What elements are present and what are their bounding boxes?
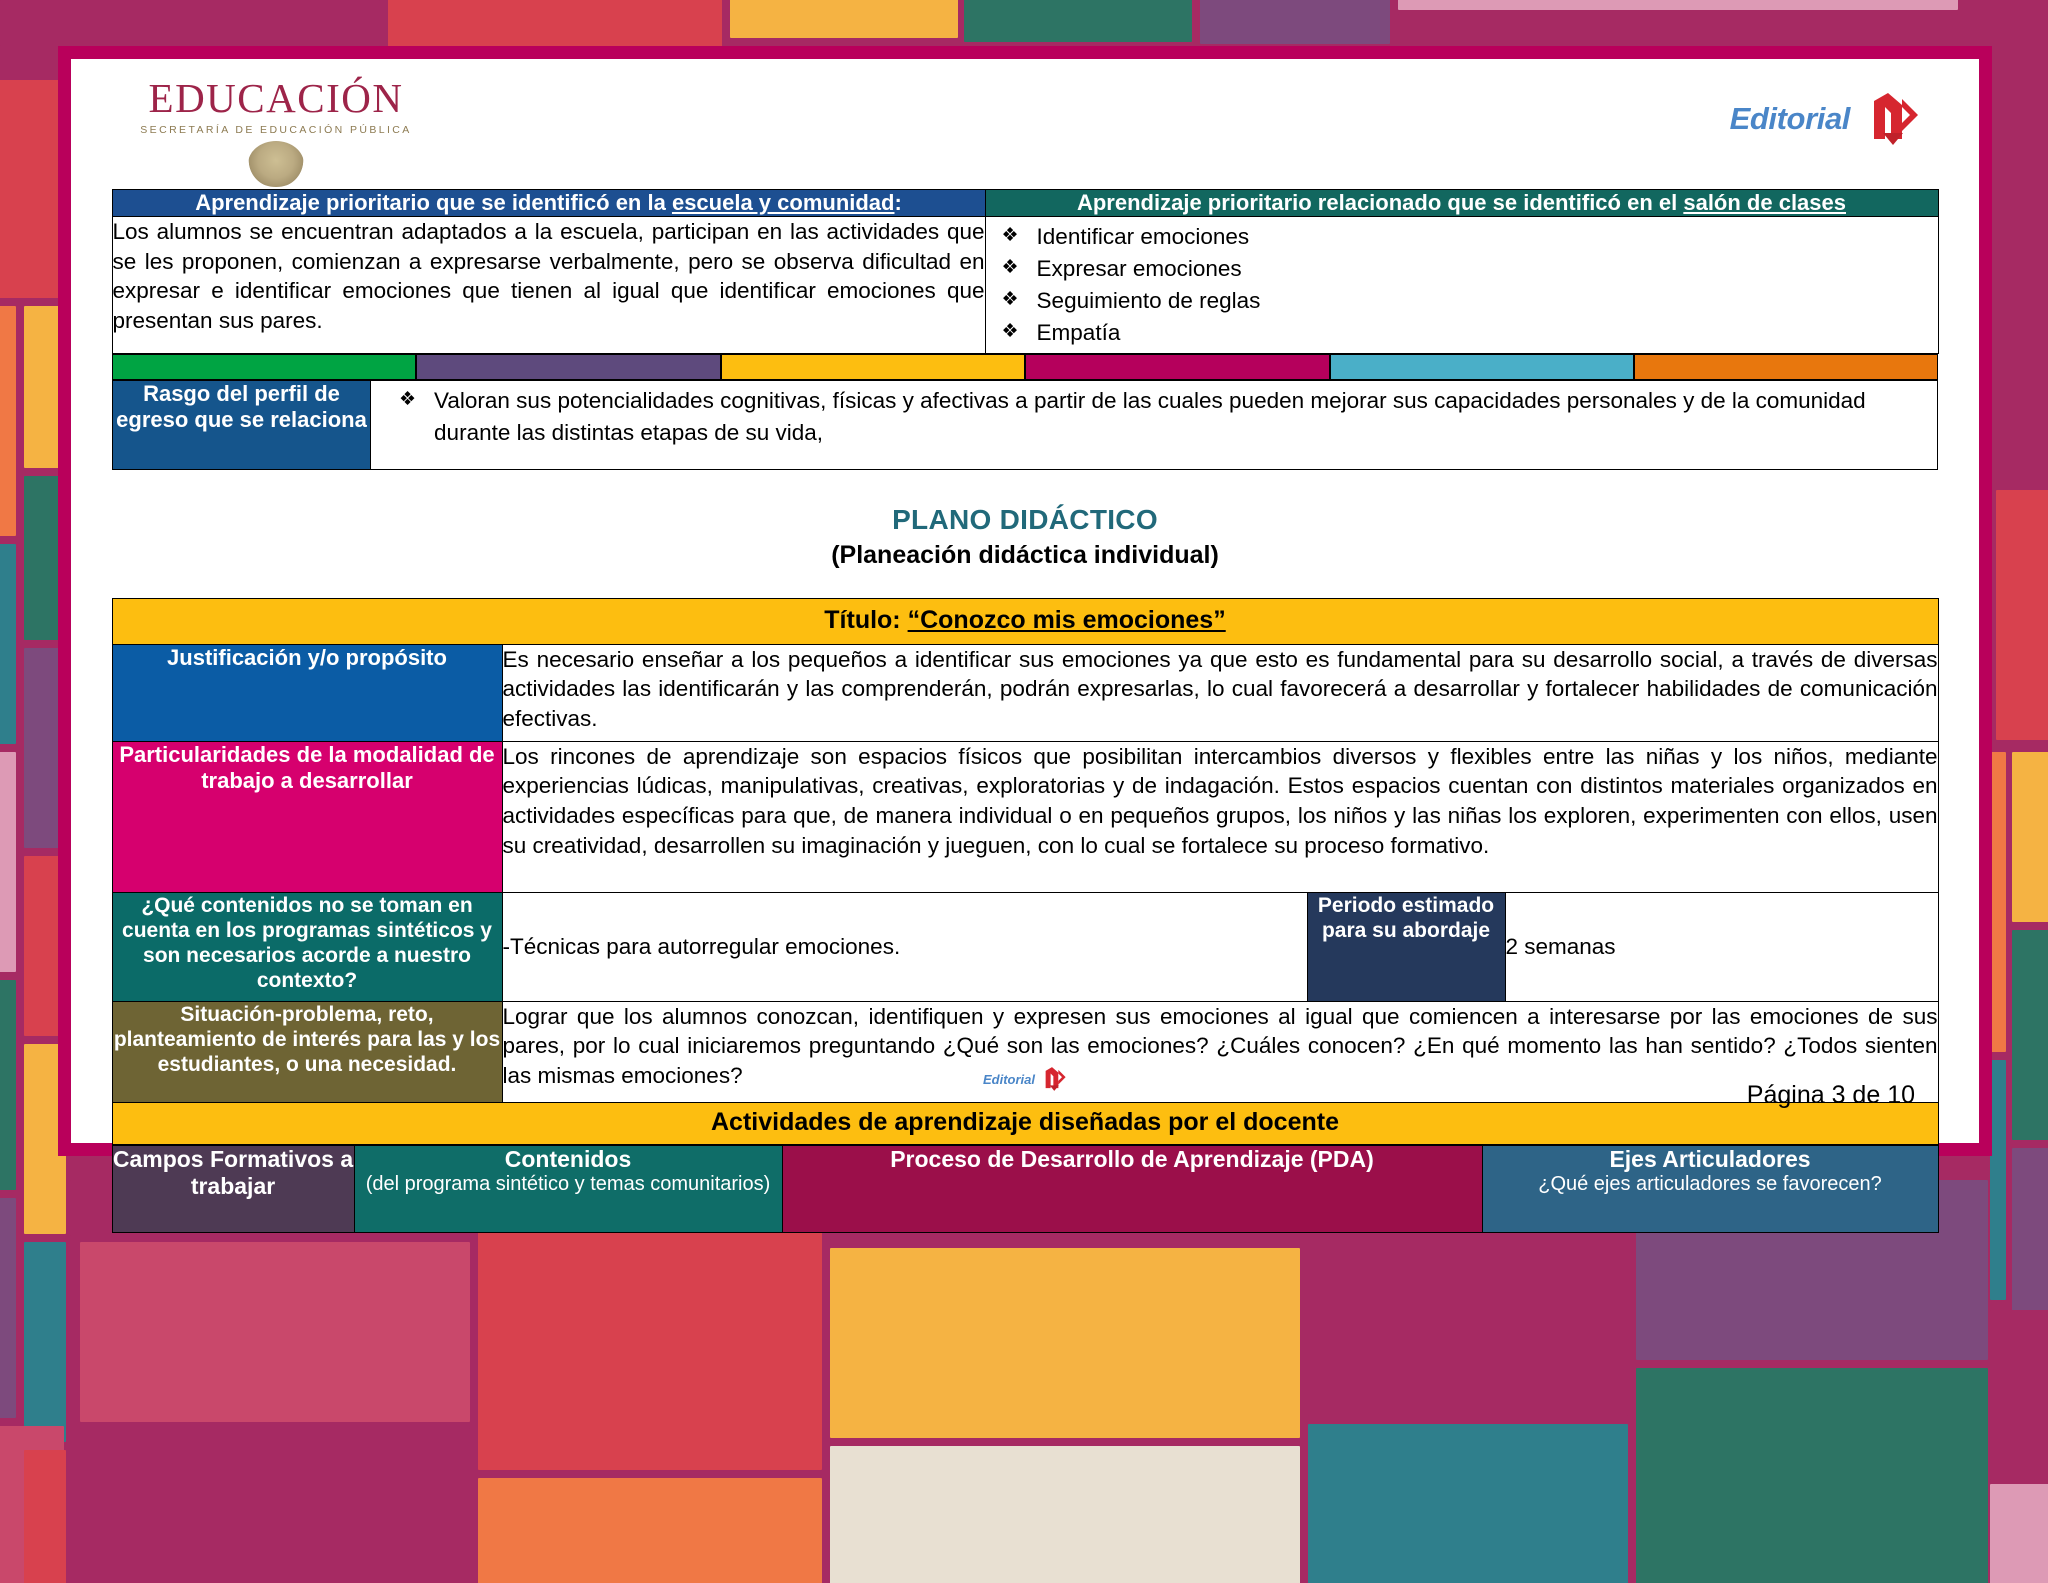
bg-tile bbox=[1308, 1424, 1628, 1583]
document-page bbox=[58, 46, 1992, 1199]
bg-tile bbox=[80, 1242, 470, 1422]
header-title: Ejes Articuladores bbox=[1609, 1145, 1811, 1172]
stripe-segment-amber bbox=[721, 354, 1025, 380]
color-stripe-bar bbox=[112, 354, 1938, 380]
bg-tile bbox=[0, 752, 16, 972]
titulo-row bbox=[112, 598, 1938, 644]
header-title: Contenidos bbox=[504, 1145, 632, 1172]
diamond-bullet-icon: ❖ bbox=[1001, 224, 1019, 246]
sep-logo bbox=[111, 77, 441, 187]
salon-de-clases-bullet-list bbox=[986, 217, 1938, 353]
diamond-bullet-icon: ❖ bbox=[1001, 320, 1019, 342]
table-row bbox=[112, 190, 1938, 217]
table-row bbox=[112, 892, 1938, 1001]
body-cell-situacion-problema: Lograr que los alumnos conozcan, identifiquen y expresen sus emociones al igual que comiencen a interesarse por las emociones de sus pares, por lo cual iniciaremos preguntando ¿Qué son las emociones? ¿Cuáles conocen? ¿En qué momento las han sentido? ¿Todos sienten las mismas emociones? bbox=[502, 1001, 1938, 1102]
mexican-coat-of-arms-seal-icon bbox=[248, 141, 304, 187]
bg-tile bbox=[1990, 752, 2006, 1052]
actividades-bar: Actividades de aprendizaje diseñadas por el docente bbox=[112, 1102, 1938, 1144]
label-cell-situacion-problema: Situación-problema, reto, planteamiento de interés para las y los estudiantes, o una necesidad. bbox=[112, 1001, 502, 1102]
list-item-label: Seguimiento de reglas bbox=[1036, 287, 1261, 313]
header-note: (del programa sintético y temas comunitarios) bbox=[365, 1172, 771, 1195]
diamond-bullet-icon: ❖ bbox=[1001, 256, 1019, 278]
header-cell-pda bbox=[782, 1145, 1482, 1232]
header-title: Campos Formativos a trabajar bbox=[112, 1145, 354, 1199]
bg-tile bbox=[0, 544, 16, 744]
stripe-segment-green bbox=[112, 354, 416, 380]
titulo-value: “Conozco mis emociones” bbox=[907, 605, 1226, 634]
stripe-segment-cyan bbox=[1330, 354, 1634, 380]
table-row bbox=[112, 598, 1938, 644]
bg-tile bbox=[1990, 1060, 2006, 1300]
bg-tile bbox=[830, 1248, 1300, 1438]
bg-tile bbox=[0, 80, 64, 298]
bg-tile bbox=[830, 1446, 1300, 1583]
stripe-segment-orange bbox=[1634, 354, 1938, 380]
list-item-label: Expresar emociones bbox=[1036, 255, 1242, 281]
bg-tile bbox=[1990, 1484, 2048, 1583]
bg-tile bbox=[478, 1478, 822, 1583]
list-item bbox=[988, 221, 1938, 253]
label-cell-particularidades: Particularidades de la modalidad de trabajo a desarrollar bbox=[112, 741, 502, 892]
bg-tile bbox=[1996, 490, 2048, 740]
body-cell-salon-de-clases bbox=[985, 216, 1938, 353]
page-title: PLANO DIDÁCTICO bbox=[892, 503, 1158, 535]
bg-tile bbox=[1200, 0, 1390, 44]
bg-tile bbox=[0, 306, 16, 536]
table-row bbox=[112, 741, 1938, 892]
list-item-label: Empatía bbox=[1036, 319, 1121, 345]
label-cell-justificacion: Justificación y/o propósito bbox=[112, 644, 502, 741]
aprendizajes-prioritarios-table bbox=[112, 189, 1939, 354]
header-cell-contenidos bbox=[354, 1145, 782, 1232]
bg-tile bbox=[80, 1428, 470, 1583]
editorial-md-logo bbox=[1730, 93, 1921, 145]
list-item-label: Identificar emociones bbox=[1036, 223, 1250, 249]
editorial-md-logo-word: Editorial bbox=[1729, 101, 1850, 136]
bg-tile bbox=[0, 1198, 16, 1418]
sep-logo-subtitle: SECRETARÍA DE EDUCACIÓN PÚBLICA bbox=[140, 124, 412, 137]
table-row bbox=[113, 380, 1938, 469]
header-note: ¿Qué ejes articuladores se favorecen? bbox=[1538, 1172, 1882, 1195]
bg-tile bbox=[0, 980, 16, 1190]
page-number: Página 3 de 10 bbox=[1746, 1081, 1915, 1109]
body-cell-justificacion: Es necesario enseñar a los pequeños a identificar sus emociones ya que esto es fundamental para su desarrollo social, a través de diversas actividades las identificarán y las comprenderán, podrán expresarlas, lo cual favorecerá a desarrollar y fortalecer habilidades de comunicación efectivas. bbox=[502, 644, 1938, 741]
label-cell-contenidos-no-considerados: ¿Qué contenidos no se toman en cuenta en los programas sintéticos y son necesarios acorde a nuestro contexto? bbox=[112, 892, 502, 1001]
bg-tile bbox=[964, 0, 1192, 42]
table-row bbox=[112, 1145, 1938, 1232]
list-item-label: Valoran sus potencialidades cognitivas, físicas y afectivas a partir de las cuales pueden mejorar sus capacidades personales y de la comunidad durante las distintas etapas de su vida, bbox=[434, 387, 1866, 445]
stripe-segment-purple bbox=[416, 354, 720, 380]
body-cell-escuela-comunidad: Los alumnos se encuentran adaptados a la escuela, participan en las actividades que se les proponen, comienzan a expresarse verbalmente, pero se observa dificultad en expresar e identificar emociones que tienen al igual que identificar emociones que presentan sus pares. bbox=[112, 216, 985, 353]
header-cell-escuela-comunidad: Aprendizaje prioritario que se identificó en la escuela y comunidad: bbox=[112, 190, 985, 217]
bg-tile bbox=[1398, 0, 1958, 10]
table-row bbox=[112, 354, 1938, 380]
bg-tile bbox=[730, 0, 958, 38]
bg-tile bbox=[1990, 1310, 2048, 1480]
footer-editorial-md-logo bbox=[983, 1067, 1067, 1091]
list-item bbox=[385, 385, 1937, 449]
bg-tile bbox=[1636, 1368, 1988, 1583]
editorial-md-arrow-icon bbox=[1855, 93, 1921, 145]
table-row bbox=[112, 644, 1938, 741]
header-cell-salon-de-clases: Aprendizaje prioritario relacionado que se identificó en el salón de clases bbox=[985, 190, 1938, 217]
label-cell-rasgo-perfil: Rasgo del perfil de egreso que se relaciona bbox=[113, 380, 371, 469]
header-cell-ejes-articuladores bbox=[1482, 1145, 1938, 1232]
rasgo-perfil-table bbox=[112, 380, 1938, 470]
plano-didactico-title-block bbox=[83, 504, 1967, 570]
table-row bbox=[112, 216, 1938, 353]
value-cell-periodo-estimado: 2 semanas bbox=[1505, 892, 1938, 1001]
bg-tile bbox=[24, 1450, 66, 1583]
document-footer bbox=[95, 1061, 1955, 1123]
bg-tile bbox=[2012, 930, 2048, 1140]
list-item bbox=[988, 253, 1938, 285]
page-subtitle: (Planeación didáctica individual) bbox=[831, 540, 1219, 569]
document-header bbox=[83, 71, 1967, 189]
titulo-prefix: Título: bbox=[824, 605, 908, 634]
list-item bbox=[988, 317, 1938, 349]
footer-logo-word: Editorial bbox=[982, 1071, 1036, 1087]
label-cell-periodo-estimado: Periodo estimado para su abordaje bbox=[1307, 892, 1505, 1001]
bg-tile bbox=[0, 0, 380, 46]
stripe-segment-magenta bbox=[1025, 354, 1329, 380]
header-cell-campos-formativos bbox=[112, 1145, 354, 1232]
body-cell-rasgo-perfil bbox=[371, 380, 1938, 469]
actividades-headers-table bbox=[112, 1145, 1939, 1233]
footer-editorial-md-arrow-icon bbox=[1037, 1067, 1067, 1091]
body-cell-particularidades: Los rincones de aprendizaje son espacios físicos que posibilitan intercambios diversos y flexibles entre las niñas y los niños, mediante experiencias lúdicas, manipulativas, creativas, exploratorias y de indagación. Estos espacios cuentan con distintos materiales organizados en actividades específicas para que, de manera individual o en pequeños grupos, los niños y las niñas los exploren, experimenten con ellos, usen su creatividad, desarrollen su imaginación y jueguen, con lo cual se fortalece su proceso formativo. bbox=[502, 741, 1938, 892]
list-item bbox=[988, 285, 1938, 317]
body-cell-contenidos-no-considerados: -Técnicas para autorregular emociones. bbox=[502, 892, 1307, 1001]
bg-tile bbox=[24, 1242, 66, 1442]
bg-tile bbox=[2012, 752, 2048, 922]
diamond-bullet-icon: ❖ bbox=[399, 388, 417, 410]
sep-logo-word: EDUCACIÓN bbox=[148, 75, 404, 121]
diamond-bullet-icon: ❖ bbox=[1001, 288, 1019, 310]
header-title: Proceso de Desarrollo de Aprendizaje (PDA) bbox=[890, 1145, 1374, 1172]
rasgo-perfil-bullet-list bbox=[371, 381, 1937, 453]
